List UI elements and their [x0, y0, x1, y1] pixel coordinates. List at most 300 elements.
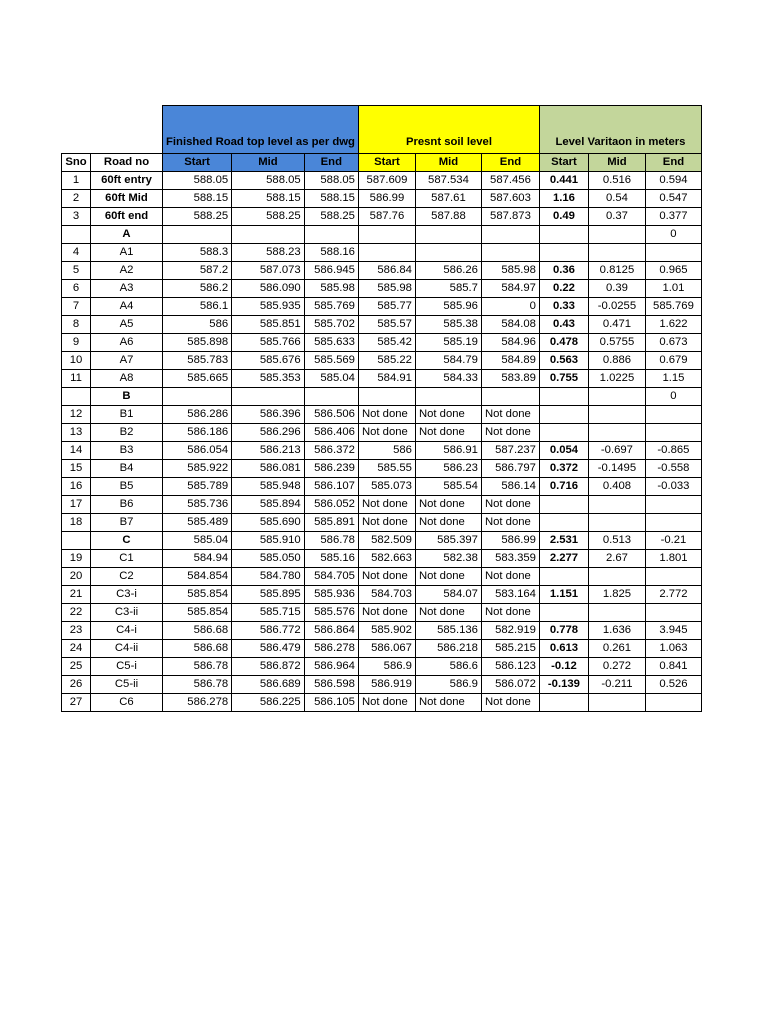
table-row	[62, 676, 702, 694]
finished-level-cell: 587.2	[163, 262, 232, 280]
finished-level-cell: 588.25	[232, 208, 305, 226]
finished-level-cell: 586.945	[304, 262, 358, 280]
level-variation-cell: 0.408	[588, 478, 645, 496]
finished-level-cell: 586.186	[163, 424, 232, 442]
finished-level-cell	[163, 226, 232, 244]
soil-level-cell: 584.89	[481, 352, 539, 370]
finished-level-cell: 585.702	[304, 316, 358, 334]
road-no-cell: C3-i	[91, 586, 163, 604]
sno-cell: 8	[62, 316, 91, 334]
table-row	[62, 640, 702, 658]
soil-level-cell: 585.42	[358, 334, 415, 352]
road-no-cell: A3	[91, 280, 163, 298]
soil-level-cell: 586.99	[358, 190, 415, 208]
soil-level-cell: Not done	[415, 694, 481, 712]
table-row	[62, 406, 702, 424]
finished-level-cell: 585.922	[163, 460, 232, 478]
finished-level-cell	[232, 226, 305, 244]
road-no-cell: 60ft Mid	[91, 190, 163, 208]
road-no-cell: B6	[91, 496, 163, 514]
level-variation-cell: 1.622	[645, 316, 701, 334]
soil-level-cell: 582.919	[481, 622, 539, 640]
col-header-finished-end: End	[304, 154, 358, 172]
level-variation-cell: 0.778	[539, 622, 588, 640]
soil-level-cell: Not done	[415, 514, 481, 532]
level-variation-cell: 0.526	[645, 676, 701, 694]
finished-level-cell: 588.3	[163, 244, 232, 262]
finished-level-cell: 586.964	[304, 658, 358, 676]
soil-level-cell: Not done	[358, 496, 415, 514]
sno-cell: 14	[62, 442, 91, 460]
soil-level-cell: 587.603	[481, 190, 539, 208]
level-variation-cell: 2.67	[588, 550, 645, 568]
soil-level-cell: Not done	[415, 604, 481, 622]
level-variation-cell: 0.272	[588, 658, 645, 676]
soil-level-cell: 585.136	[415, 622, 481, 640]
table-row	[62, 496, 702, 514]
level-variation-cell	[645, 694, 701, 712]
soil-level-cell: 585.22	[358, 352, 415, 370]
sno-cell: 16	[62, 478, 91, 496]
table-row	[62, 460, 702, 478]
sno-cell: 11	[62, 370, 91, 388]
road-no-cell: B5	[91, 478, 163, 496]
soil-level-cell: 584.08	[481, 316, 539, 334]
soil-level-cell: 585.98	[358, 280, 415, 298]
soil-level-cell: Not done	[415, 406, 481, 424]
level-variation-cell: 0.755	[539, 370, 588, 388]
soil-level-cell: 583.359	[481, 550, 539, 568]
level-variation-cell: -0.558	[645, 460, 701, 478]
road-no-cell: B4	[91, 460, 163, 478]
finished-level-cell	[304, 226, 358, 244]
finished-level-cell: 585.936	[304, 586, 358, 604]
soil-level-cell: 586.123	[481, 658, 539, 676]
level-variation-cell: 1.825	[588, 586, 645, 604]
road-no-cell: 60ft entry	[91, 172, 163, 190]
finished-level-cell: 585.050	[232, 550, 305, 568]
col-header-soil-start: Start	[358, 154, 415, 172]
finished-level-cell: 585.665	[163, 370, 232, 388]
soil-level-cell: 587.61	[415, 190, 481, 208]
soil-level-cell: 585.38	[415, 316, 481, 334]
soil-level-cell: 587.534	[415, 172, 481, 190]
sno-cell: 3	[62, 208, 91, 226]
level-variation-cell: 1.801	[645, 550, 701, 568]
finished-level-cell: 586.286	[163, 406, 232, 424]
table-row	[62, 334, 702, 352]
finished-level-cell: 586.213	[232, 442, 305, 460]
finished-level-cell: 586.278	[163, 694, 232, 712]
finished-level-cell: 588.15	[232, 190, 305, 208]
level-variation-cell: -0.211	[588, 676, 645, 694]
finished-level-cell: 588.05	[232, 172, 305, 190]
soil-level-cell: 585.7	[415, 280, 481, 298]
sno-cell: 12	[62, 406, 91, 424]
sno-cell: 13	[62, 424, 91, 442]
finished-level-cell: 585.04	[163, 532, 232, 550]
table-row	[62, 316, 702, 334]
finished-level-cell: 586.2	[163, 280, 232, 298]
soil-level-cell: 583.164	[481, 586, 539, 604]
level-variation-cell: -0.033	[645, 478, 701, 496]
soil-level-cell	[358, 244, 415, 262]
soil-level-cell: Not done	[415, 496, 481, 514]
sno-cell: 19	[62, 550, 91, 568]
soil-level-cell: 584.97	[481, 280, 539, 298]
finished-level-cell: 586.78	[304, 532, 358, 550]
level-variation-cell: 0.22	[539, 280, 588, 298]
sno-cell: 6	[62, 280, 91, 298]
sno-cell: 25	[62, 658, 91, 676]
road-no-cell: B	[91, 388, 163, 406]
level-variation-cell: 1.0225	[588, 370, 645, 388]
finished-level-cell: 586.68	[163, 622, 232, 640]
soil-level-cell: Not done	[481, 424, 539, 442]
finished-level-cell: 586.052	[304, 496, 358, 514]
table-row	[62, 424, 702, 442]
road-no-cell: C1	[91, 550, 163, 568]
road-no-cell: C3-ii	[91, 604, 163, 622]
finished-level-cell: 588.16	[304, 244, 358, 262]
table-row	[62, 226, 702, 244]
level-variation-cell	[539, 244, 588, 262]
level-variation-cell: 2.531	[539, 532, 588, 550]
level-variation-cell: 0.36	[539, 262, 588, 280]
finished-level-cell: 585.676	[232, 352, 305, 370]
level-variation-cell: 0.33	[539, 298, 588, 316]
level-variation-cell: 0	[645, 226, 701, 244]
table-row	[62, 388, 702, 406]
soil-level-cell: Not done	[481, 496, 539, 514]
road-no-cell: B3	[91, 442, 163, 460]
road-no-cell: 60ft end	[91, 208, 163, 226]
level-variation-cell: -0.139	[539, 676, 588, 694]
road-no-cell: A	[91, 226, 163, 244]
finished-level-cell: 586.1	[163, 298, 232, 316]
col-header-soil-mid: Mid	[415, 154, 481, 172]
finished-level-cell: 585.633	[304, 334, 358, 352]
level-variation-cell	[588, 604, 645, 622]
finished-level-cell: 585.04	[304, 370, 358, 388]
soil-level-cell: 586	[358, 442, 415, 460]
table-row	[62, 208, 702, 226]
level-variation-cell	[588, 496, 645, 514]
road-no-cell: C5-i	[91, 658, 163, 676]
table-row	[62, 604, 702, 622]
level-variation-cell: 0.563	[539, 352, 588, 370]
level-variation-cell: 0.841	[645, 658, 701, 676]
table-row	[62, 370, 702, 388]
sno-cell: 26	[62, 676, 91, 694]
col-header-variation-end: End	[645, 154, 701, 172]
finished-level-cell: 585.769	[304, 298, 358, 316]
level-variation-cell	[539, 514, 588, 532]
finished-level-cell: 586.296	[232, 424, 305, 442]
finished-level-cell: 585.898	[163, 334, 232, 352]
finished-level-cell	[304, 388, 358, 406]
soil-level-cell: 586.9	[358, 658, 415, 676]
table-row	[62, 262, 702, 280]
soil-level-cell: 0	[481, 298, 539, 316]
finished-level-cell: 588.25	[163, 208, 232, 226]
level-variation-cell: 0.673	[645, 334, 701, 352]
soil-level-cell: 587.88	[415, 208, 481, 226]
group-header-row	[62, 106, 702, 154]
sno-cell: 4	[62, 244, 91, 262]
table-row	[62, 694, 702, 712]
soil-level-cell: 585.54	[415, 478, 481, 496]
soil-level-cell: 587.609	[358, 172, 415, 190]
sno-cell: 17	[62, 496, 91, 514]
finished-level-cell	[163, 388, 232, 406]
level-variation-cell: 0.471	[588, 316, 645, 334]
road-no-cell: B2	[91, 424, 163, 442]
soil-level-cell	[481, 244, 539, 262]
finished-level-cell: 585.569	[304, 352, 358, 370]
level-variation-cell	[588, 388, 645, 406]
soil-level-cell: 586.6	[415, 658, 481, 676]
finished-level-cell: 585.489	[163, 514, 232, 532]
level-variation-cell: 585.769	[645, 298, 701, 316]
level-variation-cell	[588, 514, 645, 532]
finished-level-cell: 585.736	[163, 496, 232, 514]
soil-level-cell: 584.79	[415, 352, 481, 370]
soil-level-cell: 583.89	[481, 370, 539, 388]
soil-level-cell: Not done	[481, 694, 539, 712]
soil-level-cell: 586.218	[415, 640, 481, 658]
finished-level-cell: 584.94	[163, 550, 232, 568]
sno-cell: 27	[62, 694, 91, 712]
level-variation-cell: 0	[645, 388, 701, 406]
soil-level-cell: Not done	[415, 568, 481, 586]
sno-cell: 22	[62, 604, 91, 622]
finished-level-cell: 586.225	[232, 694, 305, 712]
finished-level-cell: 586.772	[232, 622, 305, 640]
table-row	[62, 658, 702, 676]
table-row	[62, 190, 702, 208]
finished-level-cell: 588.05	[163, 172, 232, 190]
sno-cell: 9	[62, 334, 91, 352]
level-variation-cell	[588, 244, 645, 262]
finished-level-cell: 588.23	[232, 244, 305, 262]
soil-level-cell: 584.703	[358, 586, 415, 604]
finished-level-cell: 586.105	[304, 694, 358, 712]
col-header-soil-end: End	[481, 154, 539, 172]
soil-level-cell: 585.96	[415, 298, 481, 316]
road-no-cell: A8	[91, 370, 163, 388]
level-variation-cell: 0.8125	[588, 262, 645, 280]
level-variation-cell	[539, 226, 588, 244]
soil-level-cell: Not done	[481, 568, 539, 586]
level-variation-cell: 0.594	[645, 172, 701, 190]
soil-level-cell: 582.663	[358, 550, 415, 568]
col-header-road-no: Road no	[91, 154, 163, 172]
finished-level-cell: 586.090	[232, 280, 305, 298]
finished-level-cell: 586.278	[304, 640, 358, 658]
road-no-cell: B7	[91, 514, 163, 532]
finished-level-cell: 584.854	[163, 568, 232, 586]
soil-level-cell: 585.073	[358, 478, 415, 496]
col-header-variation-mid: Mid	[588, 154, 645, 172]
col-header-variation-start: Start	[539, 154, 588, 172]
soil-level-cell: 585.19	[415, 334, 481, 352]
soil-level-cell: 586.99	[481, 532, 539, 550]
level-variation-cell: -0.12	[539, 658, 588, 676]
level-variation-cell	[645, 406, 701, 424]
table-row	[62, 244, 702, 262]
level-variation-cell: 0.716	[539, 478, 588, 496]
soil-level-cell: 582.38	[415, 550, 481, 568]
finished-level-cell: 586.107	[304, 478, 358, 496]
soil-level-cell: 585.397	[415, 532, 481, 550]
level-variation-cell: -0.0255	[588, 298, 645, 316]
level-variation-cell: 0.613	[539, 640, 588, 658]
soil-level-cell	[415, 226, 481, 244]
level-variation-cell: 1.151	[539, 586, 588, 604]
level-variation-cell	[588, 226, 645, 244]
sno-cell: 1	[62, 172, 91, 190]
finished-level-cell: 585.854	[163, 586, 232, 604]
col-header-finished-start: Start	[163, 154, 232, 172]
level-variation-cell	[539, 568, 588, 586]
level-variation-cell: 1.063	[645, 640, 701, 658]
level-variation-cell: 1.15	[645, 370, 701, 388]
level-variation-cell: 1.636	[588, 622, 645, 640]
soil-level-cell: 584.96	[481, 334, 539, 352]
road-no-cell: C2	[91, 568, 163, 586]
level-variation-cell: 0.441	[539, 172, 588, 190]
soil-level-cell: Not done	[358, 604, 415, 622]
finished-level-cell: 586.872	[232, 658, 305, 676]
soil-level-cell: 582.509	[358, 532, 415, 550]
soil-level-cell: 585.215	[481, 640, 539, 658]
finished-level-cell: 588.05	[304, 172, 358, 190]
col-header-sno: Sno	[62, 154, 91, 172]
level-variation-cell: 2.277	[539, 550, 588, 568]
level-variation-cell	[645, 604, 701, 622]
sno-cell	[62, 388, 91, 406]
soil-level-cell: 586.067	[358, 640, 415, 658]
soil-level-cell: 586.9	[415, 676, 481, 694]
soil-level-cell: 586.919	[358, 676, 415, 694]
finished-level-cell: 586.598	[304, 676, 358, 694]
level-variation-cell	[645, 514, 701, 532]
finished-level-cell: 585.783	[163, 352, 232, 370]
table-row	[62, 586, 702, 604]
table-row	[62, 514, 702, 532]
sno-cell: 5	[62, 262, 91, 280]
level-variation-cell	[539, 604, 588, 622]
finished-level-cell: 586.506	[304, 406, 358, 424]
soil-level-cell: 585.57	[358, 316, 415, 334]
soil-level-cell: Not done	[358, 514, 415, 532]
col-header-finished-mid: Mid	[232, 154, 305, 172]
level-variation-cell	[645, 568, 701, 586]
soil-level-cell: 587.76	[358, 208, 415, 226]
finished-level-cell: 586.78	[163, 676, 232, 694]
soil-level-cell: Not done	[415, 424, 481, 442]
soil-level-cell: 587.237	[481, 442, 539, 460]
road-no-cell: A4	[91, 298, 163, 316]
road-no-cell: A7	[91, 352, 163, 370]
finished-level-cell: 585.789	[163, 478, 232, 496]
level-variation-cell: 0.516	[588, 172, 645, 190]
level-variation-cell	[588, 568, 645, 586]
finished-level-cell: 586.479	[232, 640, 305, 658]
soil-level-cell: 587.456	[481, 172, 539, 190]
finished-level-cell: 586.054	[163, 442, 232, 460]
soil-level-cell: Not done	[481, 514, 539, 532]
soil-level-cell: 584.07	[415, 586, 481, 604]
level-variation-cell	[539, 424, 588, 442]
soil-level-cell: 586.23	[415, 460, 481, 478]
level-variation-cell: 1.16	[539, 190, 588, 208]
table-row	[62, 298, 702, 316]
finished-level-cell	[232, 388, 305, 406]
level-variation-cell: 0.43	[539, 316, 588, 334]
level-variation-cell: 2.772	[645, 586, 701, 604]
level-variation-cell: 0.965	[645, 262, 701, 280]
level-variation-cell	[645, 244, 701, 262]
soil-level-cell	[358, 388, 415, 406]
sno-cell: 23	[62, 622, 91, 640]
level-variation-cell	[588, 424, 645, 442]
finished-level-cell: 588.15	[163, 190, 232, 208]
level-variation-cell: -0.865	[645, 442, 701, 460]
soil-level-cell: 586.26	[415, 262, 481, 280]
finished-level-cell: 585.894	[232, 496, 305, 514]
soil-level-cell	[481, 388, 539, 406]
soil-level-cell: Not done	[358, 694, 415, 712]
finished-level-cell: 585.935	[232, 298, 305, 316]
road-no-cell: C6	[91, 694, 163, 712]
road-no-cell: A5	[91, 316, 163, 334]
level-variation-header: Level Varitaon in meters	[539, 106, 701, 154]
level-variation-cell: 0.679	[645, 352, 701, 370]
soil-level-cell: 585.55	[358, 460, 415, 478]
sno-cell: 20	[62, 568, 91, 586]
finished-level-cell: 586.68	[163, 640, 232, 658]
soil-level-cell: Not done	[358, 406, 415, 424]
finished-level-cell: 585.895	[232, 586, 305, 604]
table-row	[62, 478, 702, 496]
level-variation-cell: 0.513	[588, 532, 645, 550]
level-variation-cell: 0.372	[539, 460, 588, 478]
soil-level-cell	[358, 226, 415, 244]
column-header-row	[62, 154, 702, 172]
finished-level-cell: 586.396	[232, 406, 305, 424]
table-row	[62, 172, 702, 190]
finished-level-cell: 585.891	[304, 514, 358, 532]
sno-cell	[62, 532, 91, 550]
road-no-cell: A1	[91, 244, 163, 262]
soil-level-cell	[481, 226, 539, 244]
road-no-cell: B1	[91, 406, 163, 424]
level-variation-cell: 0.886	[588, 352, 645, 370]
finished-level-cell: 588.25	[304, 208, 358, 226]
finished-level-cell: 586.864	[304, 622, 358, 640]
level-variation-cell: 0.547	[645, 190, 701, 208]
sno-cell	[62, 226, 91, 244]
level-variation-cell: 3.945	[645, 622, 701, 640]
sno-cell: 15	[62, 460, 91, 478]
road-no-cell: A2	[91, 262, 163, 280]
soil-level-header: Presnt soil level	[358, 106, 539, 154]
sno-cell: 10	[62, 352, 91, 370]
road-no-cell: C4-ii	[91, 640, 163, 658]
level-variation-cell: 0.377	[645, 208, 701, 226]
